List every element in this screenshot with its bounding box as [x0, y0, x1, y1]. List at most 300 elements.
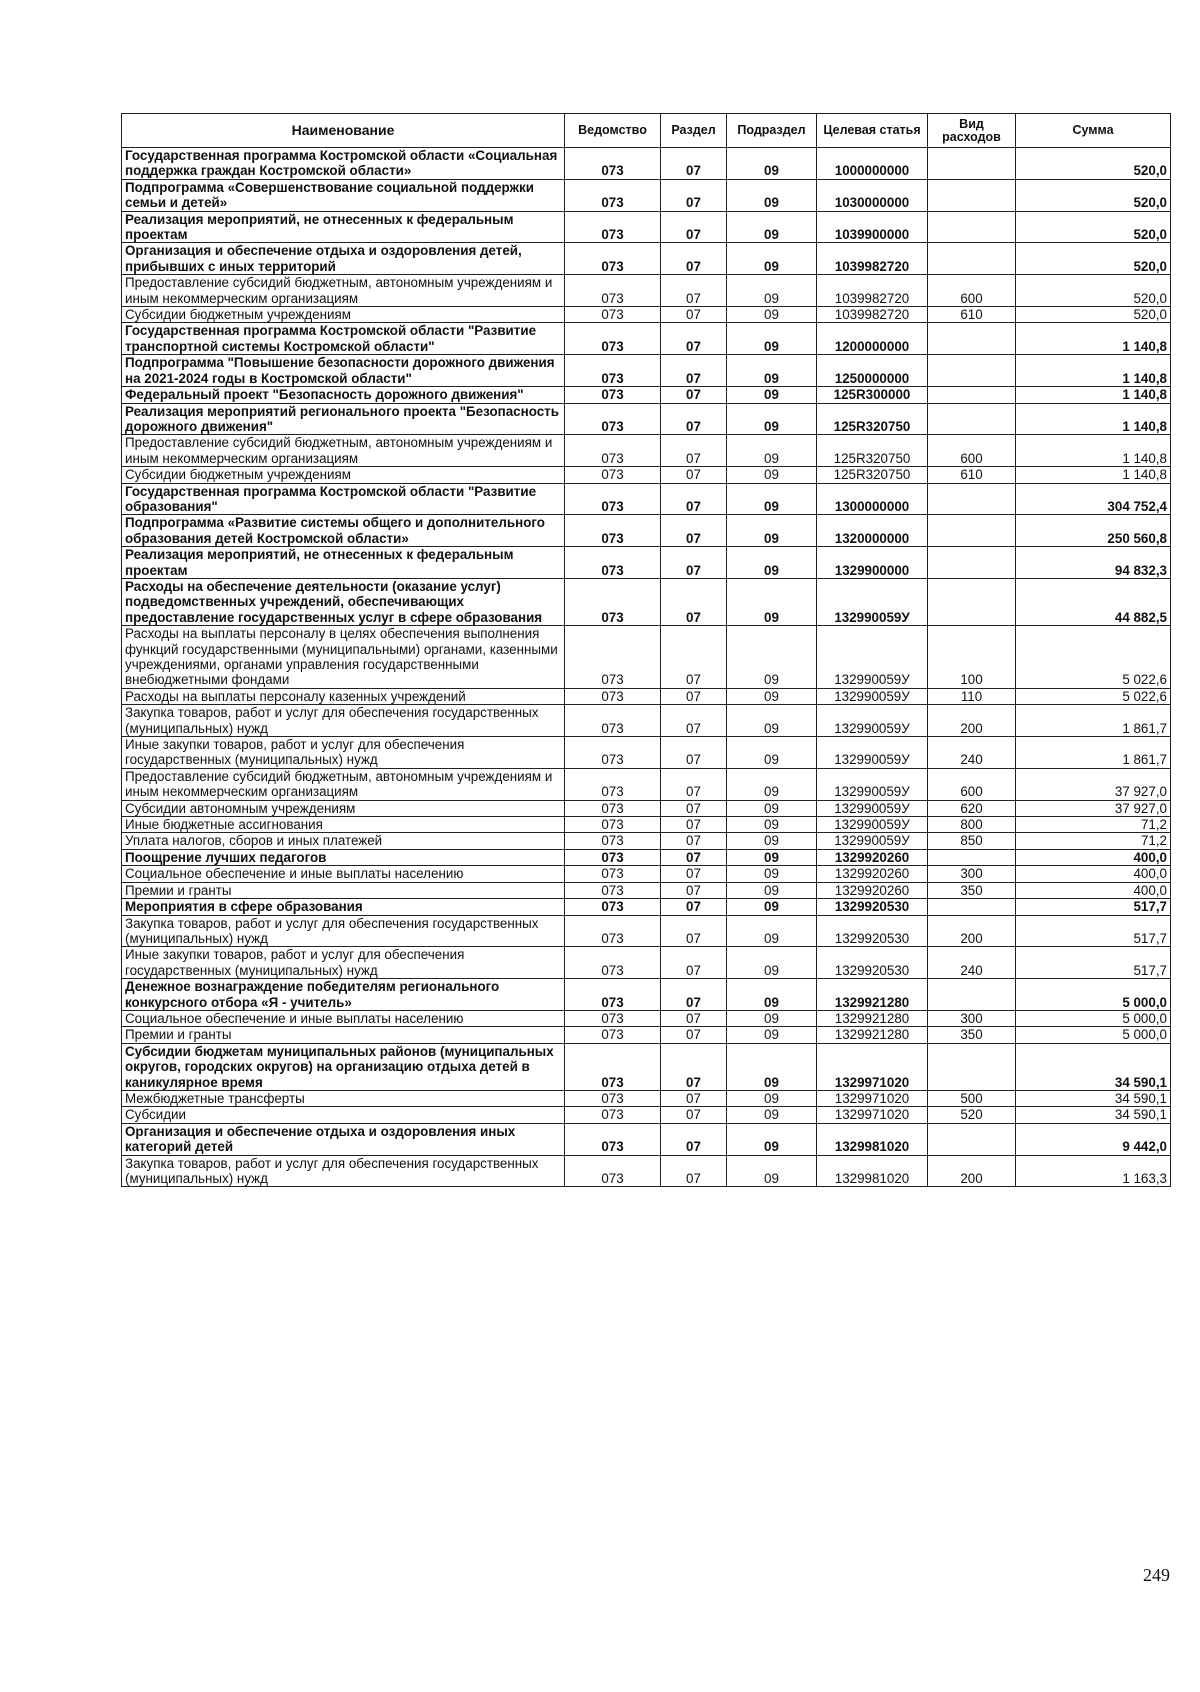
- header-subsection: Подраздел: [727, 114, 817, 148]
- table-row: [122, 947, 1171, 979]
- cell-subsection: 09: [727, 243, 817, 275]
- cell-expense-type: 520: [928, 1107, 1016, 1123]
- table-row: [122, 355, 1171, 387]
- cell-department: 073: [565, 626, 661, 689]
- cell-section: 07: [661, 688, 727, 704]
- cell-subsection: 09: [727, 833, 817, 849]
- cell-target: 1200000000: [817, 323, 928, 355]
- cell-sum: 1 140,8: [1016, 387, 1171, 403]
- cell-name: Предоставление субсидий бюджетным, автономным учреждениям и иным некоммерческим организациям: [122, 275, 565, 307]
- cell-expense-type: [928, 578, 1016, 625]
- cell-subsection: 09: [727, 915, 817, 947]
- cell-target: 1329920260: [817, 866, 928, 882]
- table-row: [122, 688, 1171, 704]
- table-row: [122, 275, 1171, 307]
- cell-sum: 5 000,0: [1016, 1010, 1171, 1026]
- cell-sum: 5 022,6: [1016, 626, 1171, 689]
- table-row: [122, 1043, 1171, 1090]
- cell-subsection: 09: [727, 515, 817, 547]
- cell-section: 07: [661, 1027, 727, 1043]
- cell-subsection: 09: [727, 1027, 817, 1043]
- cell-department: 073: [565, 737, 661, 769]
- cell-name: Закупка товаров, работ и услуг для обеспечения государственных (муниципальных) нужд: [122, 1155, 565, 1187]
- cell-target: 132990059У: [817, 626, 928, 689]
- cell-target: 1329920530: [817, 947, 928, 979]
- cell-name: Расходы на выплаты персоналу в целях обеспечения выполнения функций государственными (муниципальными) органами, казенными учреждениями, органами управления государственными внебюджетными фондами: [122, 626, 565, 689]
- cell-name: Предоставление субсидий бюджетным, автономным учреждениям и иным некоммерческим организациям: [122, 768, 565, 800]
- cell-department: 073: [565, 355, 661, 387]
- table-row: [122, 243, 1171, 275]
- cell-subsection: 09: [727, 323, 817, 355]
- cell-subsection: 09: [727, 768, 817, 800]
- table-row: [122, 866, 1171, 882]
- cell-subsection: 09: [727, 705, 817, 737]
- cell-section: 07: [661, 355, 727, 387]
- cell-expense-type: 600: [928, 275, 1016, 307]
- cell-subsection: 09: [727, 947, 817, 979]
- cell-name: Закупка товаров, работ и услуг для обеспечения государственных (муниципальных) нужд: [122, 915, 565, 947]
- cell-name: Расходы на обеспечение деятельности (оказание услуг) подведомственных учреждений, обеспечивающих предоставление государственных услуг в сфере образования: [122, 578, 565, 625]
- table-row: [122, 1090, 1171, 1106]
- cell-section: 07: [661, 1155, 727, 1187]
- cell-name: Премии и гранты: [122, 1027, 565, 1043]
- cell-target: 1329971020: [817, 1090, 928, 1106]
- cell-sum: 517,7: [1016, 899, 1171, 915]
- cell-expense-type: [928, 243, 1016, 275]
- cell-section: 07: [661, 768, 727, 800]
- table-row: [122, 515, 1171, 547]
- cell-name: Организация и обеспечение отдыха и оздоровления иных категорий детей: [122, 1123, 565, 1155]
- cell-sum: 1 140,8: [1016, 403, 1171, 435]
- cell-expense-type: [928, 979, 1016, 1011]
- table-row: [122, 979, 1171, 1011]
- table-row: [122, 899, 1171, 915]
- cell-sum: 9 442,0: [1016, 1123, 1171, 1155]
- cell-subsection: 09: [727, 1123, 817, 1155]
- cell-department: 073: [565, 1090, 661, 1106]
- table-row: [122, 915, 1171, 947]
- cell-expense-type: [928, 515, 1016, 547]
- header-name: Наименование: [122, 114, 565, 148]
- header-target: Целевая статья: [817, 114, 928, 148]
- cell-section: 07: [661, 515, 727, 547]
- cell-target: 125R320750: [817, 435, 928, 467]
- cell-sum: 1 163,3: [1016, 1155, 1171, 1187]
- cell-department: 073: [565, 547, 661, 579]
- cell-target: 132990059У: [817, 705, 928, 737]
- table-row: [122, 626, 1171, 689]
- cell-section: 07: [661, 626, 727, 689]
- cell-sum: 517,7: [1016, 947, 1171, 979]
- cell-department: 073: [565, 1155, 661, 1187]
- cell-sum: 94 832,3: [1016, 547, 1171, 579]
- cell-expense-type: [928, 403, 1016, 435]
- table-row: [122, 1155, 1171, 1187]
- cell-target: 132990059У: [817, 768, 928, 800]
- table-row: [122, 849, 1171, 865]
- cell-subsection: 09: [727, 435, 817, 467]
- table-row: [122, 737, 1171, 769]
- cell-section: 07: [661, 547, 727, 579]
- cell-department: 073: [565, 387, 661, 403]
- cell-department: 073: [565, 483, 661, 515]
- cell-target: 1329921280: [817, 979, 928, 1011]
- cell-section: 07: [661, 1123, 727, 1155]
- cell-section: 07: [661, 179, 727, 211]
- budget-table: [121, 113, 1171, 1187]
- cell-subsection: 09: [727, 737, 817, 769]
- cell-section: 07: [661, 323, 727, 355]
- cell-subsection: 09: [727, 849, 817, 865]
- cell-expense-type: [928, 355, 1016, 387]
- cell-expense-type: 110: [928, 688, 1016, 704]
- cell-subsection: 09: [727, 547, 817, 579]
- cell-department: 073: [565, 1043, 661, 1090]
- cell-section: 07: [661, 1090, 727, 1106]
- cell-sum: 250 560,8: [1016, 515, 1171, 547]
- table-row: [122, 1027, 1171, 1043]
- cell-department: 073: [565, 800, 661, 816]
- header-section: Раздел: [661, 114, 727, 148]
- cell-target: 1329971020: [817, 1107, 928, 1123]
- cell-sum: 520,0: [1016, 307, 1171, 323]
- cell-expense-type: 100: [928, 626, 1016, 689]
- cell-expense-type: 240: [928, 947, 1016, 979]
- table-row: [122, 833, 1171, 849]
- cell-name: Предоставление субсидий бюджетным, автономным учреждениям и иным некоммерческим организациям: [122, 435, 565, 467]
- header-expense-type: Вид расходов: [928, 114, 1016, 148]
- cell-sum: 520,0: [1016, 243, 1171, 275]
- cell-section: 07: [661, 403, 727, 435]
- cell-target: 132990059У: [817, 800, 928, 816]
- cell-target: 1329920260: [817, 882, 928, 898]
- cell-target: 1329981020: [817, 1155, 928, 1187]
- cell-expense-type: [928, 1043, 1016, 1090]
- cell-subsection: 09: [727, 626, 817, 689]
- cell-department: 073: [565, 148, 661, 180]
- cell-subsection: 09: [727, 866, 817, 882]
- cell-sum: 44 882,5: [1016, 578, 1171, 625]
- table-body: [122, 148, 1171, 1187]
- cell-expense-type: 800: [928, 817, 1016, 833]
- cell-subsection: 09: [727, 688, 817, 704]
- table-row: [122, 817, 1171, 833]
- header-sum: Сумма: [1016, 114, 1171, 148]
- cell-name: Государственная программа Костромской области "Развитие транспортной системы Костромской области": [122, 323, 565, 355]
- table-row: [122, 882, 1171, 898]
- cell-name: Федеральный проект "Безопасность дорожного движения": [122, 387, 565, 403]
- cell-sum: 34 590,1: [1016, 1090, 1171, 1106]
- cell-section: 07: [661, 148, 727, 180]
- budget-table-container: [121, 113, 1170, 1187]
- cell-expense-type: [928, 899, 1016, 915]
- cell-name: Реализация мероприятий, не отнесенных к федеральным проектам: [122, 211, 565, 243]
- cell-subsection: 09: [727, 211, 817, 243]
- cell-section: 07: [661, 483, 727, 515]
- cell-section: 07: [661, 387, 727, 403]
- cell-sum: 520,0: [1016, 179, 1171, 211]
- cell-name: Иные закупки товаров, работ и услуг для обеспечения государственных (муниципальных) нужд: [122, 947, 565, 979]
- cell-sum: 1 140,8: [1016, 355, 1171, 387]
- cell-expense-type: 200: [928, 1155, 1016, 1187]
- cell-target: 1329920530: [817, 899, 928, 915]
- cell-name: Иные бюджетные ассигнования: [122, 817, 565, 833]
- table-row: [122, 1123, 1171, 1155]
- cell-name: Мероприятия в сфере образования: [122, 899, 565, 915]
- cell-subsection: 09: [727, 387, 817, 403]
- cell-section: 07: [661, 849, 727, 865]
- cell-target: 125R320750: [817, 467, 928, 483]
- cell-expense-type: [928, 179, 1016, 211]
- cell-target: 1329921280: [817, 1010, 928, 1026]
- cell-subsection: 09: [727, 578, 817, 625]
- cell-name: Подпрограмма "Повышение безопасности дорожного движения на 2021-2024 годы в Костромской области": [122, 355, 565, 387]
- cell-expense-type: [928, 211, 1016, 243]
- cell-expense-type: 610: [928, 307, 1016, 323]
- cell-subsection: 09: [727, 800, 817, 816]
- cell-target: 1039982720: [817, 307, 928, 323]
- table-row: [122, 323, 1171, 355]
- cell-sum: 71,2: [1016, 817, 1171, 833]
- table-row: [122, 483, 1171, 515]
- cell-department: 073: [565, 705, 661, 737]
- cell-target: 1250000000: [817, 355, 928, 387]
- cell-department: 073: [565, 515, 661, 547]
- cell-expense-type: 300: [928, 1010, 1016, 1026]
- cell-expense-type: 620: [928, 800, 1016, 816]
- cell-sum: 1 861,7: [1016, 705, 1171, 737]
- cell-section: 07: [661, 578, 727, 625]
- cell-subsection: 09: [727, 403, 817, 435]
- cell-section: 07: [661, 915, 727, 947]
- cell-sum: 400,0: [1016, 882, 1171, 898]
- cell-sum: 520,0: [1016, 211, 1171, 243]
- table-row: [122, 547, 1171, 579]
- cell-target: 1039982720: [817, 243, 928, 275]
- cell-sum: 34 590,1: [1016, 1107, 1171, 1123]
- cell-sum: 5 022,6: [1016, 688, 1171, 704]
- cell-name: Субсидии автономным учреждениям: [122, 800, 565, 816]
- cell-subsection: 09: [727, 1155, 817, 1187]
- cell-name: Денежное вознаграждение победителям регионального конкурсного отбора «Я - учитель»: [122, 979, 565, 1011]
- cell-section: 07: [661, 1010, 727, 1026]
- cell-target: 1039982720: [817, 275, 928, 307]
- cell-sum: 37 927,0: [1016, 768, 1171, 800]
- cell-name: Реализация мероприятий регионального проекта "Безопасность дорожного движения": [122, 403, 565, 435]
- cell-name: Социальное обеспечение и иные выплаты населению: [122, 866, 565, 882]
- cell-expense-type: 350: [928, 882, 1016, 898]
- cell-expense-type: [928, 483, 1016, 515]
- cell-sum: 400,0: [1016, 849, 1171, 865]
- table-row: [122, 705, 1171, 737]
- cell-department: 073: [565, 833, 661, 849]
- cell-name: Субсидии бюджетным учреждениям: [122, 467, 565, 483]
- cell-sum: 5 000,0: [1016, 979, 1171, 1011]
- cell-subsection: 09: [727, 355, 817, 387]
- cell-department: 073: [565, 1027, 661, 1043]
- cell-name: Закупка товаров, работ и услуг для обеспечения государственных (муниципальных) нужд: [122, 705, 565, 737]
- cell-name: Премии и гранты: [122, 882, 565, 898]
- cell-section: 07: [661, 243, 727, 275]
- cell-target: 125R320750: [817, 403, 928, 435]
- table-row: [122, 211, 1171, 243]
- cell-target: 1329921280: [817, 1027, 928, 1043]
- cell-section: 07: [661, 275, 727, 307]
- page-number: 249: [1143, 1565, 1170, 1585]
- table-row: [122, 768, 1171, 800]
- cell-name: Уплата налогов, сборов и иных платежей: [122, 833, 565, 849]
- cell-subsection: 09: [727, 148, 817, 180]
- cell-subsection: 09: [727, 979, 817, 1011]
- cell-section: 07: [661, 307, 727, 323]
- cell-sum: 1 140,8: [1016, 467, 1171, 483]
- cell-name: Иные закупки товаров, работ и услуг для обеспечения государственных (муниципальных) нужд: [122, 737, 565, 769]
- cell-expense-type: [928, 323, 1016, 355]
- cell-section: 07: [661, 705, 727, 737]
- cell-department: 073: [565, 1107, 661, 1123]
- cell-expense-type: 200: [928, 705, 1016, 737]
- cell-sum: 34 590,1: [1016, 1043, 1171, 1090]
- cell-subsection: 09: [727, 882, 817, 898]
- cell-sum: 1 140,8: [1016, 323, 1171, 355]
- cell-name: Межбюджетные трансферты: [122, 1090, 565, 1106]
- cell-name: Подпрограмма «Совершенствование социальной поддержки семьи и детей»: [122, 179, 565, 211]
- cell-name: Субсидии: [122, 1107, 565, 1123]
- cell-expense-type: 500: [928, 1090, 1016, 1106]
- cell-section: 07: [661, 1107, 727, 1123]
- table-row: [122, 403, 1171, 435]
- cell-expense-type: 600: [928, 435, 1016, 467]
- cell-department: 073: [565, 578, 661, 625]
- cell-sum: 1 861,7: [1016, 737, 1171, 769]
- cell-name: Поощрение лучших педагогов: [122, 849, 565, 865]
- cell-target: 132990059У: [817, 817, 928, 833]
- table-row: [122, 1107, 1171, 1123]
- cell-subsection: 09: [727, 1107, 817, 1123]
- cell-department: 073: [565, 1123, 661, 1155]
- cell-expense-type: 350: [928, 1027, 1016, 1043]
- cell-department: 073: [565, 467, 661, 483]
- table-row: [122, 387, 1171, 403]
- cell-subsection: 09: [727, 1010, 817, 1026]
- cell-subsection: 09: [727, 307, 817, 323]
- cell-name: Реализация мероприятий, не отнесенных к федеральным проектам: [122, 547, 565, 579]
- cell-department: 073: [565, 768, 661, 800]
- cell-sum: 1 140,8: [1016, 435, 1171, 467]
- cell-department: 073: [565, 403, 661, 435]
- cell-sum: 37 927,0: [1016, 800, 1171, 816]
- cell-target: 132990059У: [817, 688, 928, 704]
- cell-sum: 71,2: [1016, 833, 1171, 849]
- cell-department: 073: [565, 179, 661, 211]
- cell-target: 1329971020: [817, 1043, 928, 1090]
- cell-sum: 520,0: [1016, 275, 1171, 307]
- table-row: [122, 435, 1171, 467]
- cell-sum: 517,7: [1016, 915, 1171, 947]
- cell-expense-type: [928, 547, 1016, 579]
- cell-target: 132990059У: [817, 833, 928, 849]
- cell-name: Субсидии бюджетам муниципальных районов (муниципальных округов, городских округов) на организацию отдыха детей в каникулярное время: [122, 1043, 565, 1090]
- cell-section: 07: [661, 211, 727, 243]
- cell-section: 07: [661, 435, 727, 467]
- cell-department: 073: [565, 899, 661, 915]
- cell-name: Расходы на выплаты персоналу казенных учреждений: [122, 688, 565, 704]
- cell-expense-type: [928, 849, 1016, 865]
- cell-sum: 520,0: [1016, 148, 1171, 180]
- table-row: [122, 148, 1171, 180]
- table-row: [122, 1010, 1171, 1026]
- cell-section: 07: [661, 817, 727, 833]
- table-row: [122, 307, 1171, 323]
- cell-section: 07: [661, 866, 727, 882]
- cell-sum: 400,0: [1016, 866, 1171, 882]
- cell-department: 073: [565, 866, 661, 882]
- cell-department: 073: [565, 211, 661, 243]
- table-header-row: [122, 114, 1171, 148]
- cell-target: 125R300000: [817, 387, 928, 403]
- cell-department: 073: [565, 307, 661, 323]
- table-row: [122, 179, 1171, 211]
- cell-target: 1300000000: [817, 483, 928, 515]
- cell-target: 1329920530: [817, 915, 928, 947]
- cell-expense-type: 300: [928, 866, 1016, 882]
- cell-department: 073: [565, 817, 661, 833]
- cell-section: 07: [661, 979, 727, 1011]
- cell-expense-type: 610: [928, 467, 1016, 483]
- cell-target: 1320000000: [817, 515, 928, 547]
- cell-department: 073: [565, 275, 661, 307]
- cell-section: 07: [661, 800, 727, 816]
- cell-section: 07: [661, 1043, 727, 1090]
- cell-department: 073: [565, 947, 661, 979]
- cell-target: 132990059У: [817, 578, 928, 625]
- cell-section: 07: [661, 467, 727, 483]
- cell-target: 1329900000: [817, 547, 928, 579]
- cell-department: 073: [565, 915, 661, 947]
- cell-target: 1329920260: [817, 849, 928, 865]
- cell-name: Организация и обеспечение отдыха и оздоровления детей, прибывших с иных территорий: [122, 243, 565, 275]
- cell-expense-type: [928, 387, 1016, 403]
- cell-sum: 304 752,4: [1016, 483, 1171, 515]
- cell-department: 073: [565, 1010, 661, 1026]
- cell-department: 073: [565, 243, 661, 275]
- table-row: [122, 467, 1171, 483]
- cell-subsection: 09: [727, 179, 817, 211]
- cell-expense-type: 200: [928, 915, 1016, 947]
- cell-subsection: 09: [727, 483, 817, 515]
- table-row: [122, 578, 1171, 625]
- cell-department: 073: [565, 849, 661, 865]
- cell-department: 073: [565, 688, 661, 704]
- cell-section: 07: [661, 899, 727, 915]
- cell-expense-type: [928, 148, 1016, 180]
- cell-subsection: 09: [727, 275, 817, 307]
- header-department: Ведомство: [565, 114, 661, 148]
- cell-name: Государственная программа Костромской области "Развитие образования": [122, 483, 565, 515]
- cell-subsection: 09: [727, 899, 817, 915]
- cell-sum: 5 000,0: [1016, 1027, 1171, 1043]
- cell-name: Социальное обеспечение и иные выплаты населению: [122, 1010, 565, 1026]
- cell-target: 132990059У: [817, 737, 928, 769]
- cell-name: Государственная программа Костромской области «Социальная поддержка граждан Костромской области»: [122, 148, 565, 180]
- cell-subsection: 09: [727, 1090, 817, 1106]
- cell-name: Подпрограмма «Развитие системы общего и дополнительного образования детей Костромской области»: [122, 515, 565, 547]
- cell-department: 073: [565, 323, 661, 355]
- cell-subsection: 09: [727, 817, 817, 833]
- cell-name: Субсидии бюджетным учреждениям: [122, 307, 565, 323]
- cell-target: 1030000000: [817, 179, 928, 211]
- cell-department: 073: [565, 882, 661, 898]
